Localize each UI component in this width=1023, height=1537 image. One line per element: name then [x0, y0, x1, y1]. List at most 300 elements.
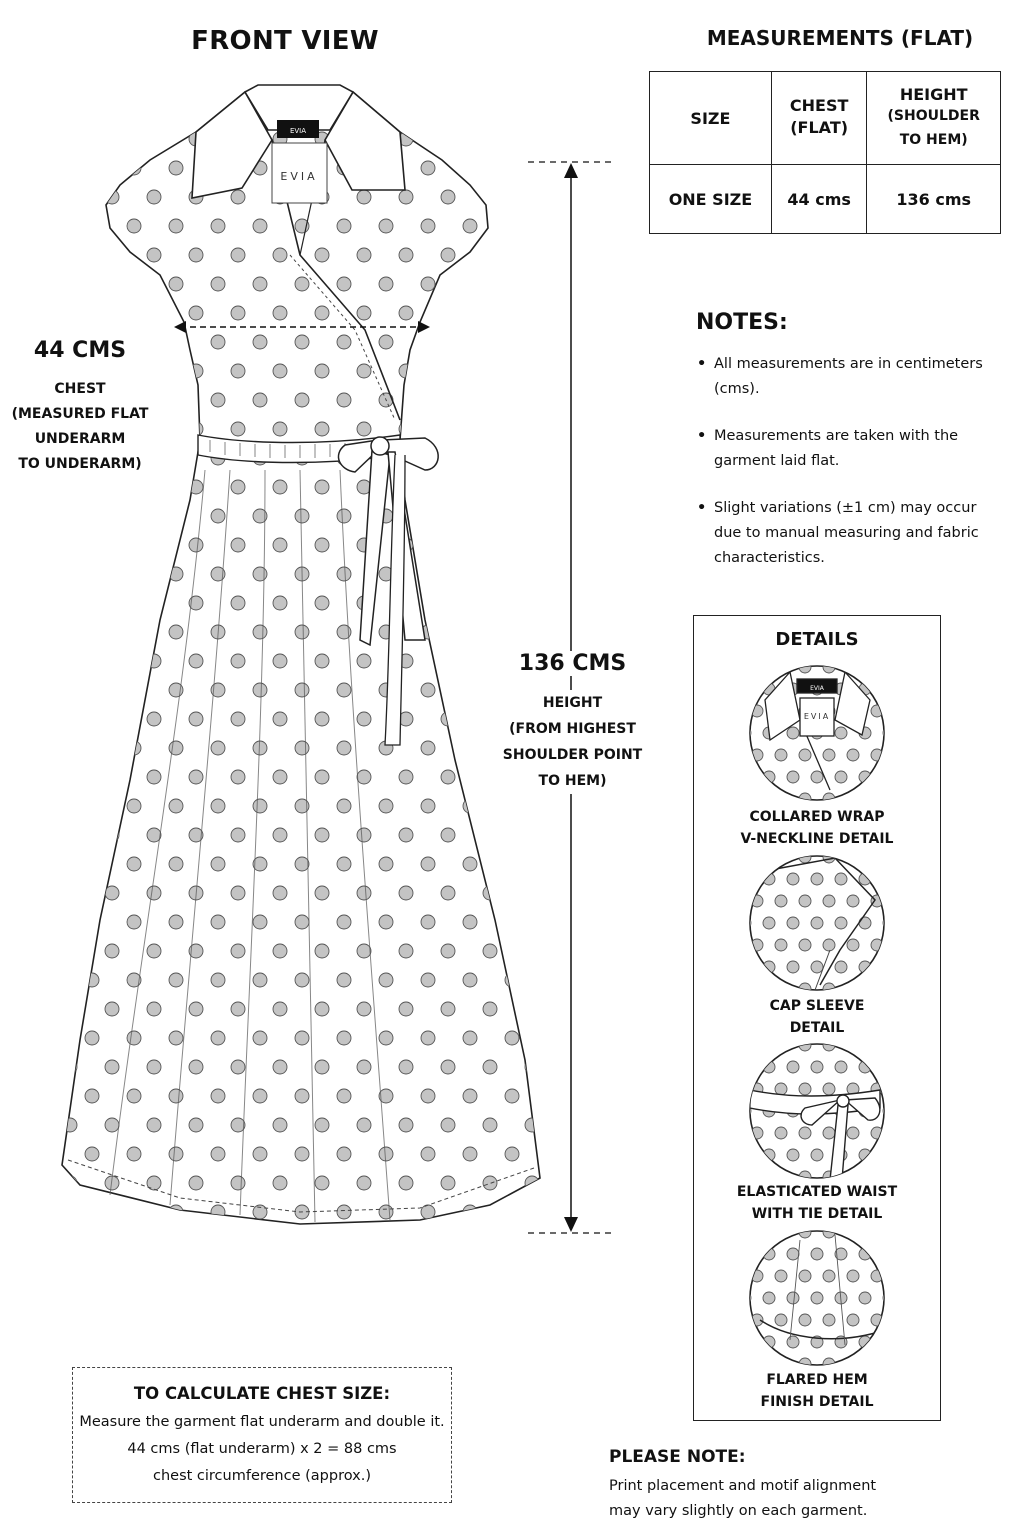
- polka-dot: [421, 915, 435, 929]
- polka-dot: [105, 770, 119, 784]
- polka-dot: [43, 1147, 57, 1161]
- polka-dot: [337, 335, 351, 349]
- polka-dot: [273, 248, 287, 262]
- polka-dot: [169, 973, 183, 987]
- polka-dot: [147, 364, 161, 378]
- polka-dot: [337, 857, 351, 871]
- polka-dot: [169, 799, 183, 813]
- height-measurement-description: [490, 690, 655, 794]
- polka-dot: [43, 567, 57, 581]
- polka-dot: [253, 915, 267, 929]
- polka-dot: [379, 1147, 393, 1161]
- polka-dot: [127, 1089, 141, 1103]
- polka-dot: [147, 1234, 161, 1248]
- front-view-title: FRONT VIEW: [191, 26, 379, 56]
- polka-dot: [147, 538, 161, 552]
- polka-dot: [379, 973, 393, 987]
- caption-line: ELASTICATED WAIST: [736, 1184, 898, 1200]
- polka-dot: [295, 1147, 309, 1161]
- polka-dot: [315, 1234, 329, 1248]
- polka-dot: [441, 422, 455, 436]
- polka-dot: [169, 857, 183, 871]
- header-height-line: HEIGHT: [899, 84, 968, 104]
- polka-dot: [147, 132, 161, 146]
- polka-dot: [483, 1060, 497, 1074]
- polka-dot: [43, 161, 57, 175]
- polka-dot: [147, 944, 161, 958]
- polka-dot: [273, 770, 287, 784]
- polka-dot: [147, 596, 161, 610]
- polka-dot: [463, 161, 477, 175]
- polka-dot: [253, 1031, 267, 1045]
- polka-dot: [211, 277, 225, 291]
- polka-dot: [463, 451, 477, 465]
- polka-dot: [273, 712, 287, 726]
- polka-dot: [315, 1176, 329, 1190]
- polka-dot: [147, 770, 161, 784]
- polka-dot: [441, 770, 455, 784]
- polka-dot: [63, 132, 77, 146]
- detail-caption-waist: [693, 1181, 941, 1225]
- polka-dot: [231, 886, 245, 900]
- polka-dot: [505, 567, 519, 581]
- polka-dot: [483, 306, 497, 320]
- polka-dot: [379, 1205, 393, 1219]
- details-title: DETAILS: [775, 629, 859, 650]
- polka-dot: [357, 712, 371, 726]
- polka-dot: [253, 799, 267, 813]
- polka-dot: [253, 1147, 267, 1161]
- polka-dot: [505, 799, 519, 813]
- polka-dot: [231, 1002, 245, 1016]
- polka-dot: [63, 480, 77, 494]
- polka-dot: [505, 161, 519, 175]
- polka-dot: [525, 1118, 539, 1132]
- polka-dot: [505, 509, 519, 523]
- polka-dot: [315, 828, 329, 842]
- polka-dot: [211, 1205, 225, 1219]
- polka-dot: [85, 741, 99, 755]
- polka-dot: [211, 973, 225, 987]
- polka-dot: [379, 277, 393, 291]
- polka-dot: [85, 567, 99, 581]
- polka-dot: [169, 741, 183, 755]
- polka-dot: [127, 509, 141, 523]
- chest-desc-line: TO UNDERARM): [18, 456, 142, 472]
- polka-dot: [273, 422, 287, 436]
- polka-dot: [357, 1118, 371, 1132]
- polka-dot: [105, 1234, 119, 1248]
- polka-dot: [547, 103, 561, 117]
- polka-dot: [231, 538, 245, 552]
- dress-outline: [62, 92, 540, 1224]
- polka-dot: [337, 509, 351, 523]
- polka-dot: [211, 915, 225, 929]
- polka-dot: [357, 828, 371, 842]
- polka-dot: [231, 190, 245, 204]
- polka-dot: [421, 973, 435, 987]
- polka-dot: [231, 1060, 245, 1074]
- polka-dot: [295, 857, 309, 871]
- polka-dot: [105, 886, 119, 900]
- polka-dot: [547, 161, 561, 175]
- notes-list: [694, 352, 984, 593]
- please-note-line: Print placement and motif alignment: [609, 1478, 877, 1494]
- svg-text:EVIA: EVIA: [289, 127, 307, 135]
- polka-dot: [441, 306, 455, 320]
- polka-dot: [337, 1205, 351, 1219]
- polka-dot: [295, 683, 309, 697]
- polka-dot: [421, 683, 435, 697]
- polka-dot: [169, 219, 183, 233]
- polka-dot: [127, 1147, 141, 1161]
- polka-dot: [505, 1089, 519, 1103]
- polka-dot: [357, 248, 371, 262]
- polka-dot: [189, 1118, 203, 1132]
- polka-dot: [105, 248, 119, 262]
- polka-dot: [379, 857, 393, 871]
- polka-dot: [253, 1089, 267, 1103]
- polka-dot: [85, 219, 99, 233]
- polka-dot: [231, 828, 245, 842]
- polka-dot: [169, 509, 183, 523]
- polka-dot: [357, 1002, 371, 1016]
- caption-line: V-NECKLINE DETAIL: [740, 831, 894, 847]
- polka-dot: [147, 480, 161, 494]
- polka-dot: [169, 451, 183, 465]
- polka-dot: [463, 335, 477, 349]
- polka-dot: [463, 567, 477, 581]
- polka-dot: [547, 335, 561, 349]
- polka-dot: [231, 480, 245, 494]
- polka-dot: [505, 1205, 519, 1219]
- calculation-line: 44 cms (flat underarm) x 2 = 88 cms: [127, 1441, 397, 1457]
- polka-dot: [463, 1205, 477, 1219]
- polka-dot: [421, 161, 435, 175]
- polka-dot: [189, 422, 203, 436]
- caption-line: COLLARED WRAP: [749, 809, 885, 825]
- polka-dot: [337, 219, 351, 233]
- polka-dot: [231, 1234, 245, 1248]
- caption-line: FINISH DETAIL: [760, 1394, 874, 1410]
- polka-dot: [189, 654, 203, 668]
- polka-dot: [483, 596, 497, 610]
- polka-dot: [43, 799, 57, 813]
- detail-caption-sleeve: [693, 995, 941, 1039]
- polka-dot: [547, 1205, 561, 1219]
- polka-dot: [211, 1031, 225, 1045]
- polka-dot: [483, 480, 497, 494]
- polka-dot: [525, 422, 539, 436]
- polka-dot: [43, 857, 57, 871]
- polka-dot: [105, 538, 119, 552]
- polka-dot: [357, 770, 371, 784]
- polka-dot: [169, 277, 183, 291]
- polka-dot: [525, 1002, 539, 1016]
- polka-dot: [525, 132, 539, 146]
- polka-dot: [463, 625, 477, 639]
- polka-dot: [441, 1002, 455, 1016]
- polka-dot: [295, 1089, 309, 1103]
- polka-dot: [357, 654, 371, 668]
- polka-dot: [337, 915, 351, 929]
- polka-dot: [189, 1060, 203, 1074]
- polka-dot: [315, 1060, 329, 1074]
- polka-dot: [127, 857, 141, 871]
- polka-dot: [105, 1002, 119, 1016]
- polka-dot: [63, 886, 77, 900]
- polka-dot: [421, 1147, 435, 1161]
- header-size: SIZE: [650, 72, 772, 165]
- polka-dot: [169, 103, 183, 117]
- please-note-line: may vary slightly on each garment.: [609, 1503, 868, 1519]
- polka-dot: [43, 509, 57, 523]
- polka-dot: [43, 103, 57, 117]
- polka-dot: [295, 625, 309, 639]
- polka-dot: [295, 277, 309, 291]
- polka-dot: [273, 1060, 287, 1074]
- polka-dot: [399, 828, 413, 842]
- polka-dot: [169, 915, 183, 929]
- polka-dot: [63, 654, 77, 668]
- polka-dot: [253, 625, 267, 639]
- polka-dot: [105, 944, 119, 958]
- polka-dot: [85, 683, 99, 697]
- polka-dot: [315, 248, 329, 262]
- polka-dot: [463, 103, 477, 117]
- polka-dot: [147, 1060, 161, 1074]
- polka-dot: [399, 306, 413, 320]
- chest-measurement-value: 44 CMS: [33, 338, 127, 363]
- polka-dot: [85, 509, 99, 523]
- polka-dot: [441, 1234, 455, 1248]
- cell-chest: 44 cms: [771, 165, 867, 234]
- polka-dot: [147, 1118, 161, 1132]
- polka-dot: [231, 596, 245, 610]
- polka-dot: [399, 1118, 413, 1132]
- polka-dot: [63, 1234, 77, 1248]
- polka-dot: [253, 567, 267, 581]
- polka-dot: [525, 596, 539, 610]
- polka-dot: [315, 712, 329, 726]
- polka-dot: [337, 1031, 351, 1045]
- polka-dot: [43, 1031, 57, 1045]
- please-note-title: PLEASE NOTE:: [609, 1447, 746, 1467]
- polka-dot: [295, 915, 309, 929]
- polka-dot: [441, 1176, 455, 1190]
- polka-dot: [127, 219, 141, 233]
- polka-dot: [169, 1089, 183, 1103]
- polka-dot: [483, 190, 497, 204]
- polka-dot: [63, 190, 77, 204]
- polka-dot: [337, 973, 351, 987]
- polka-dot: [399, 1176, 413, 1190]
- polka-dot: [483, 1118, 497, 1132]
- polka-dot: [505, 103, 519, 117]
- polka-dot: [357, 1234, 371, 1248]
- please-note-text: [609, 1474, 909, 1524]
- polka-dot: [189, 306, 203, 320]
- polka-dot: [463, 1089, 477, 1103]
- header-height: [867, 72, 1001, 165]
- polka-dot: [441, 886, 455, 900]
- chest-calculation-box: [72, 1367, 452, 1503]
- polka-dot: [231, 364, 245, 378]
- polka-dot: [127, 741, 141, 755]
- polka-dot: [357, 190, 371, 204]
- polka-dot: [421, 219, 435, 233]
- polka-dot: [189, 770, 203, 784]
- polka-dot: [463, 1147, 477, 1161]
- polka-dot: [463, 393, 477, 407]
- polka-dot: [147, 248, 161, 262]
- polka-dot: [315, 1002, 329, 1016]
- polka-dot: [43, 683, 57, 697]
- polka-dot: [127, 567, 141, 581]
- polka-dot: [337, 683, 351, 697]
- polka-dot: [463, 509, 477, 523]
- polka-dot: [525, 886, 539, 900]
- note-item: • Slight variations (±1 cm) may occur due to manual measuring and fabric characteristics.: [694, 496, 984, 571]
- polka-dot: [421, 741, 435, 755]
- polka-dot: [463, 219, 477, 233]
- polka-dot: [253, 973, 267, 987]
- polka-dot: [315, 596, 329, 610]
- height-desc-line: HEIGHT: [542, 695, 603, 711]
- polka-dot: [253, 219, 267, 233]
- polka-dot: [105, 654, 119, 668]
- polka-dot: [547, 625, 561, 639]
- polka-dot: [441, 596, 455, 610]
- polka-dot: [547, 1147, 561, 1161]
- polka-dot: [127, 799, 141, 813]
- header-height-line: (SHOULDER: [887, 107, 980, 124]
- polka-dot: [105, 364, 119, 378]
- polka-dot: [421, 1031, 435, 1045]
- polka-dot: [63, 1118, 77, 1132]
- polka-dot: [211, 799, 225, 813]
- polka-dot: [169, 161, 183, 175]
- polka-dot: [169, 335, 183, 349]
- polka-dot: [147, 306, 161, 320]
- polka-dot: [483, 132, 497, 146]
- polka-dot: [295, 741, 309, 755]
- polka-dot: [399, 190, 413, 204]
- polka-dot: [127, 683, 141, 697]
- polka-dot: [211, 741, 225, 755]
- polka-dot: [547, 277, 561, 291]
- polka-dot: [231, 422, 245, 436]
- polka-dot: [273, 654, 287, 668]
- polka-dot: [231, 1176, 245, 1190]
- polka-dot: [547, 799, 561, 813]
- polka-dot: [547, 393, 561, 407]
- polka-dot: [105, 190, 119, 204]
- polka-dot: [463, 857, 477, 871]
- polka-dot: [211, 857, 225, 871]
- polka-dot: [421, 567, 435, 581]
- polka-dot: [169, 1205, 183, 1219]
- polka-dot: [231, 654, 245, 668]
- polka-dot: [547, 915, 561, 929]
- polka-dot: [231, 248, 245, 262]
- polka-dot: [483, 248, 497, 262]
- polka-dot: [337, 1147, 351, 1161]
- polka-dot: [127, 625, 141, 639]
- polka-dot: [231, 944, 245, 958]
- detail-caption-hem: [693, 1369, 941, 1413]
- polka-dot: [399, 944, 413, 958]
- polka-dot: [441, 132, 455, 146]
- polka-dot: [147, 654, 161, 668]
- polka-dot: [547, 857, 561, 871]
- polka-dot: [547, 1089, 561, 1103]
- polka-dot: [315, 306, 329, 320]
- polka-dot: [315, 654, 329, 668]
- measurements-title: MEASUREMENTS (FLAT): [706, 26, 974, 50]
- polka-dot: [505, 219, 519, 233]
- polka-dot: [295, 335, 309, 349]
- polka-dot: [421, 103, 435, 117]
- polka-dot: [63, 248, 77, 262]
- polka-dot: [315, 1118, 329, 1132]
- polka-dot: [525, 306, 539, 320]
- polka-dot: [105, 596, 119, 610]
- polka-dot: [189, 1002, 203, 1016]
- polka-dot: [273, 1002, 287, 1016]
- polka-dot: [189, 1176, 203, 1190]
- svg-text:EVIA: EVIA: [803, 712, 831, 721]
- height-desc-line: TO HEM): [538, 773, 607, 789]
- polka-dot: [295, 509, 309, 523]
- note-item: • Measurements are taken with the garment laid flat.: [694, 424, 984, 474]
- chest-desc-line: UNDERARM: [34, 431, 126, 447]
- caption-line: CAP SLEEVE: [769, 998, 865, 1014]
- polka-dot: [379, 335, 393, 349]
- polka-dot: [505, 625, 519, 639]
- polka-dot: [273, 1234, 287, 1248]
- polka-dot: [547, 219, 561, 233]
- polka-dot: [63, 712, 77, 726]
- polka-dot: [421, 1089, 435, 1103]
- polka-dot: [169, 1031, 183, 1045]
- polka-dot: [273, 828, 287, 842]
- polka-dot: [127, 1031, 141, 1045]
- polka-dot: [85, 1147, 99, 1161]
- height-measurement-value: 136 CMS: [490, 651, 655, 676]
- polka-dot: [85, 973, 99, 987]
- calculation-line: Measure the garment flat underarm and double it.: [79, 1414, 445, 1430]
- polka-dot: [357, 306, 371, 320]
- polka-dot: [315, 422, 329, 436]
- polka-dot: [63, 596, 77, 610]
- cell-size: ONE SIZE: [650, 165, 772, 234]
- polka-dot: [441, 480, 455, 494]
- polka-dot: [189, 712, 203, 726]
- polka-dot: [547, 451, 561, 465]
- polka-dot: [43, 1089, 57, 1103]
- cell-height: 136 cms: [867, 165, 1001, 234]
- polka-dot: [211, 393, 225, 407]
- chest-desc-line: (MEASURED FLAT: [11, 406, 149, 422]
- polka-dot: [273, 944, 287, 958]
- polka-dot: [231, 770, 245, 784]
- header-chest-line: (FLAT): [790, 117, 849, 137]
- polka-dot: [421, 277, 435, 291]
- polka-dot: [63, 306, 77, 320]
- polka-dot: [189, 364, 203, 378]
- polka-dot: [315, 886, 329, 900]
